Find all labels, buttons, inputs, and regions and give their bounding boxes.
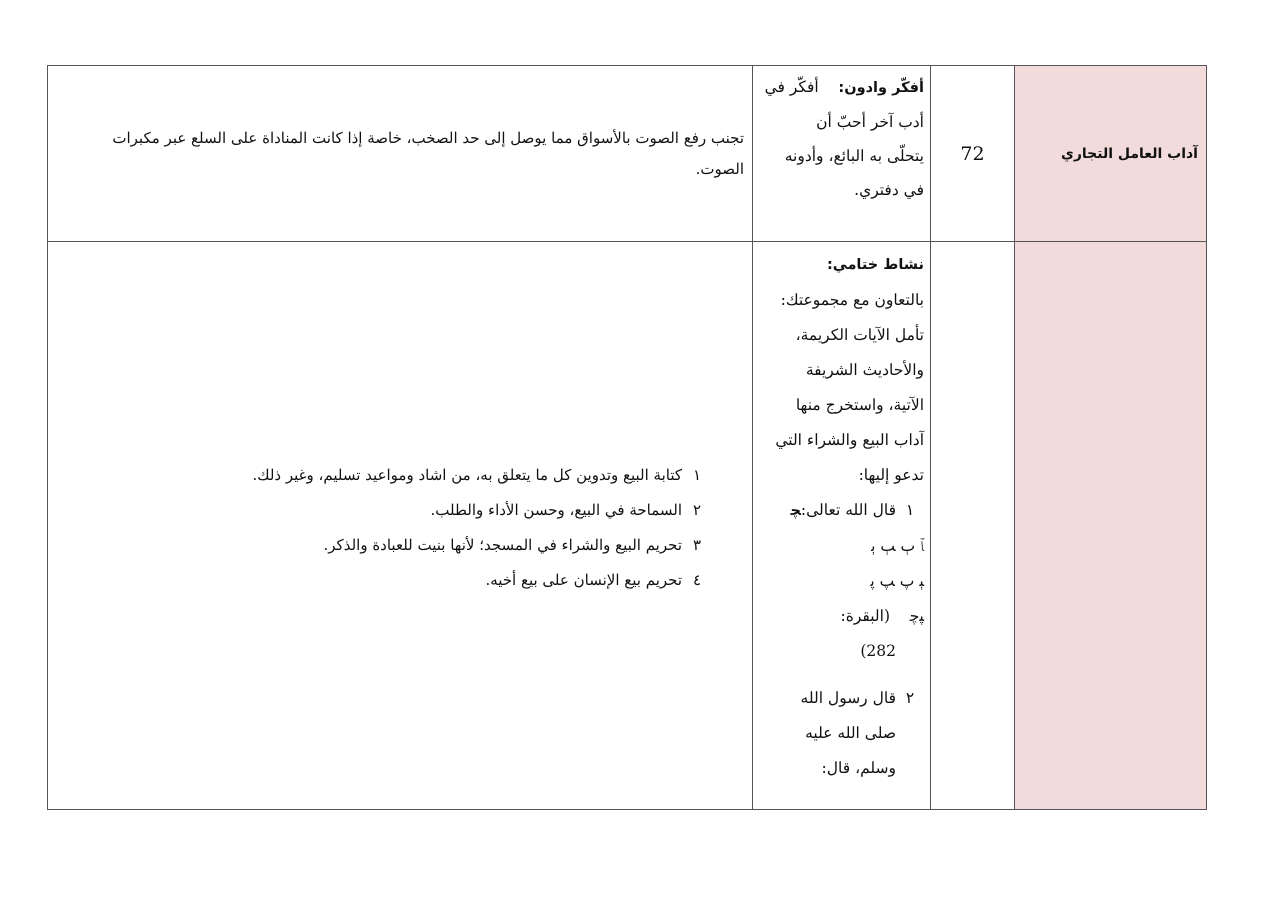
quran-intro-line: [757, 493, 896, 529]
quran-reference: (البقرة:: [840, 607, 891, 625]
activity-text-line: والأحاديث الشريفة: [805, 361, 924, 379]
item-number: ٣: [692, 536, 702, 554]
hadith-line: قال رسول الله: [800, 689, 896, 707]
quran-reference-end: [757, 634, 924, 669]
activity-heading-line: [757, 70, 924, 105]
activity-text-line: الآتية، واستخرج منها: [795, 396, 924, 414]
notes-paragraph: تجنب رفع الصوت بالأسواق مما يوصل إلى حد الصخب، خاصة إذا كانت المناداة على السلع عبر مكبرات الصوت.: [112, 128, 744, 178]
pages-cell: [931, 66, 1015, 242]
item-text: السماحة في البيع، وحسن الأداء والطلب.: [430, 501, 682, 519]
list-item: [48, 493, 712, 528]
activity-text-line: أفكّر في: [764, 78, 819, 96]
page-number: 72: [960, 142, 985, 165]
notes-cell: [48, 66, 753, 242]
item-number: ١: [692, 466, 702, 484]
topic-title: آداب العامل التجاري: [1061, 145, 1198, 162]
table-row: [48, 242, 1207, 810]
activity-text-line: يتحلّى به البائع، وأدونه: [784, 147, 924, 165]
activity-text-line: تأمل الآيات الكريمة،: [795, 326, 924, 344]
quran-reference-line: [757, 599, 924, 634]
activity-item-1: [757, 493, 924, 529]
spacer: [757, 669, 924, 681]
activity-text-line: أدب آخر أحبّ أن: [816, 113, 924, 131]
notes-cell: [48, 242, 753, 810]
list-item: [48, 458, 712, 493]
activity-item-2: [757, 681, 924, 786]
activity-heading: أفكّر وادون:: [838, 80, 924, 96]
quran-intro: قال الله تعالى:: [800, 501, 896, 519]
notes-list: [48, 458, 752, 598]
activity-cell: [753, 66, 931, 242]
activity-text-line: في دفتري.: [854, 181, 924, 199]
item-text: كتابة البيع وتدوين كل ما يتعلق به، من اشاد ومواعيد تسليم، وغير ذلك.: [252, 466, 682, 484]
item-number: ٢: [692, 501, 702, 519]
list-item: [48, 528, 712, 563]
item-number: ٢: [905, 689, 915, 707]
item-number: ١: [905, 501, 915, 519]
hadith-line: وسلم، قال:: [821, 759, 896, 777]
quran-glyph-line: ﭕ ﭖ ﭗ ﭘ: [870, 572, 924, 590]
activity-text-line: آداب البيع والشراء التي: [775, 431, 924, 449]
item-number: ٤: [692, 571, 702, 589]
activity-text-line: بالتعاون مع مجموعتك:: [780, 291, 924, 309]
lesson-plan-table: [47, 65, 1207, 810]
quran-glyph-line: ﭑ ﭒ ﭓ ﭔ: [871, 537, 924, 555]
reference-number: 282): [860, 642, 896, 660]
item-text: تحريم بيع الإنسان على بيع أخيه.: [485, 571, 682, 589]
table-row: [48, 66, 1207, 242]
hadith-line: صلى الله عليه: [805, 724, 896, 742]
activity-cell: [753, 242, 931, 810]
quote-mark: ﭽ: [790, 503, 801, 519]
quran-glyph-end: ﭙﭼ: [909, 607, 924, 625]
item-text: تحريم البيع والشراء في المسجد؛ لأنها بنيت للعبادة والذكر.: [323, 536, 682, 554]
topic-cell: [1015, 66, 1207, 242]
activity-heading: نشاط ختامي:: [826, 257, 924, 273]
topic-cell: [1015, 242, 1207, 810]
list-item: [48, 563, 712, 598]
activity-text-line: تدعو إليها:: [858, 466, 924, 484]
pages-cell: [931, 242, 1015, 810]
